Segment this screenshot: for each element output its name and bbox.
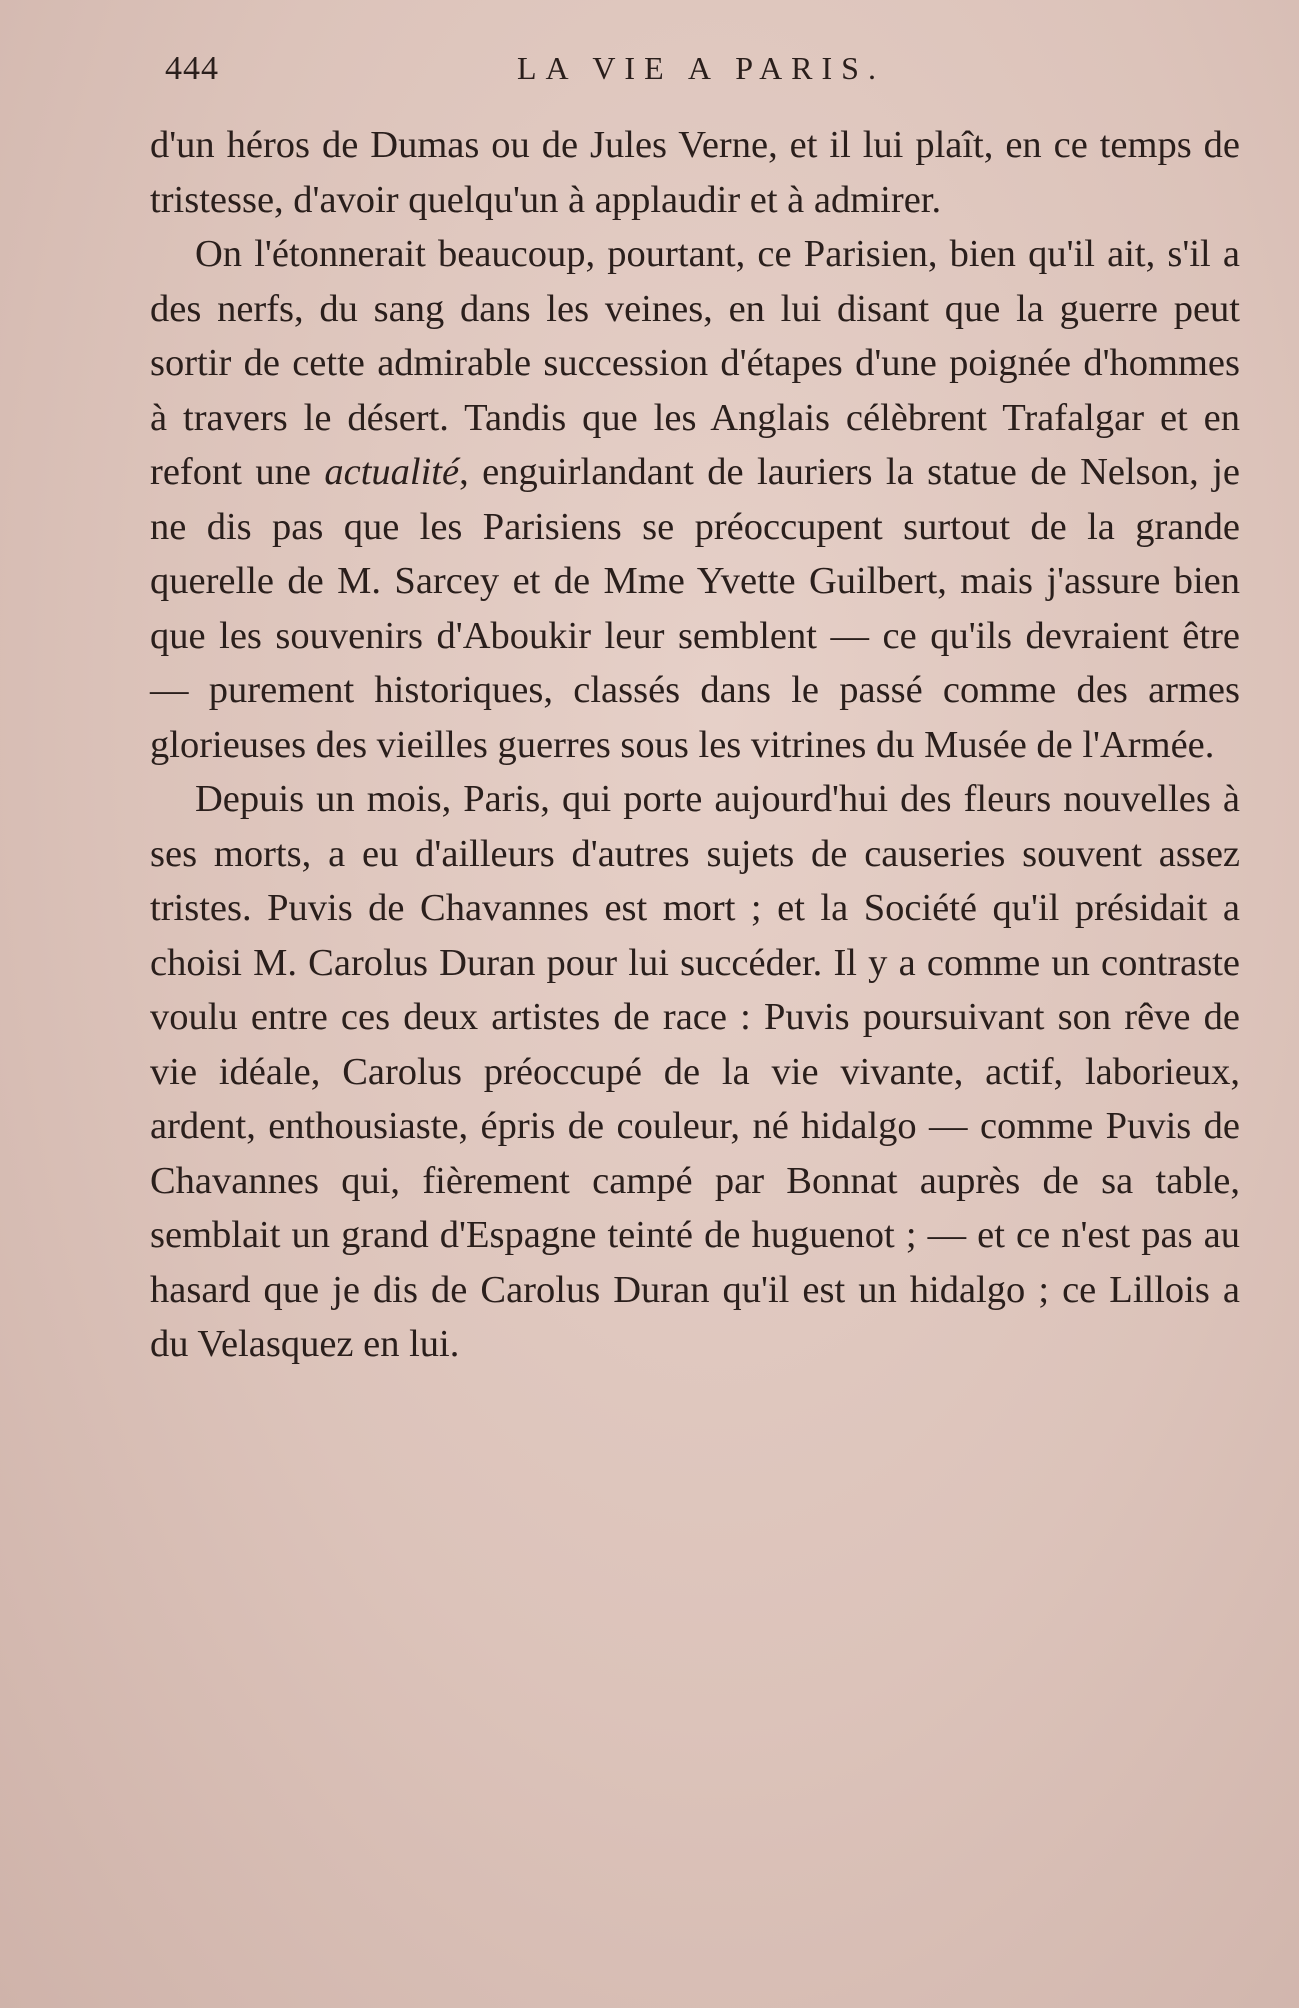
paragraph-2 [150,227,1240,772]
paragraph-2-text-a: On l'étonnerait beaucoup, pourtant, ce Parisien, bien qu'il ait, s'il a des nerfs, du sang dans les veines, en lui disant que la guerre peut sortir de cette admirable succession d'étapes d'une poignée d'hommes à travers le désert. Tandis que les Anglais célèbrent Trafalgar et en refont une [150,233,1240,493]
paragraph-1: d'un héros de Dumas ou de Jules Verne, et il lui plaît, en ce temps de tristesse, d'avoir quelqu'un à applaudir et à admirer. [150,124,1240,221]
italic-word: actualité [324,451,460,493]
body-text [150,118,1240,1372]
paragraph-3: Depuis un mois, Paris, qui porte aujourd'hui des fleurs nouvelles à ses morts, a eu d'ailleurs d'autres sujets de causeries souvent assez tristes. Puvis de Chavannes est mort ; et la Société qu'il présidait a choisi M. Carolus Duran pour lui succéder. Il y a comme un contraste voulu entre ces deux artistes de race : Puvis poursuivant son rêve de vie idéale, Carolus préoccupé de la vie vivante, actif, laborieux, ardent, enthousiaste, épris de couleur, né hidalgo — comme Puvis de Chavannes qui, fièrement campé par Bonnat auprès de sa table, semblait un grand d'Espagne teinté de huguenot ; — et ce n'est pas au hasard que je dis de Carolus Duran qu'il est un hidalgo ; ce Lillois a du Velasquez en lui. [150,778,1240,1365]
paragraph-2-text-b: , enguirlandant de lauriers la statue de Nelson, je ne dis pas que les Parisiens se préoccupent surtout de la grande querelle de M. Sarcey et de Mme Yvette Guilbert, mais j'assure bien que les souvenirs d'Aboukir leur semblent — ce qu'ils devraient être — purement historiques, classés dans le passé comme des armes glorieuses des vieilles guerres sous les vitrines du Musée de l'Armée. [150,451,1240,766]
page-header [165,40,1265,100]
running-title: LA VIE A PARIS. [517,50,885,86]
page-number: 444 [165,50,219,87]
